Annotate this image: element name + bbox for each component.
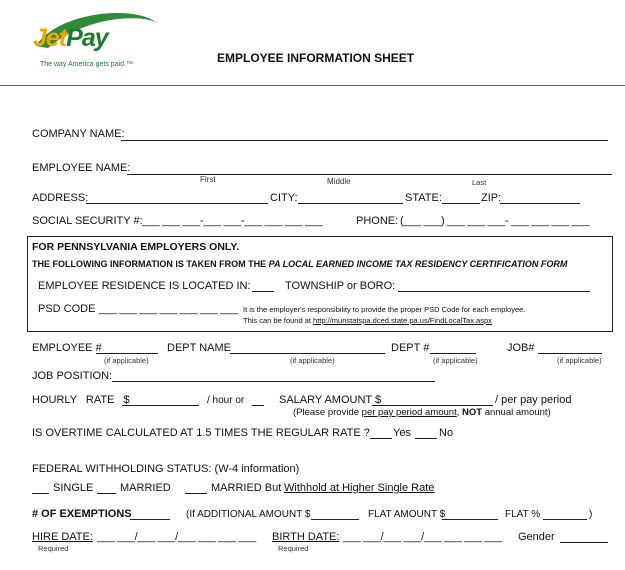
dept-number-field[interactable] [430, 353, 476, 354]
page-title: EMPLOYEE INFORMATION SHEET [217, 51, 415, 65]
exemptions-field[interactable] [130, 519, 170, 520]
ssn-field[interactable]: ___ ___ ___-___ ___-___ ___ ___ ___ [142, 215, 323, 227]
birth-date-required: Required [278, 544, 309, 553]
salary-note-underlined: per pay period amount [361, 407, 457, 418]
withhold-higher-label: Withhold at Higher Single Rate [284, 482, 435, 494]
married-higher-check[interactable] [185, 493, 207, 494]
single-check[interactable] [32, 493, 49, 494]
pa-info-line [32, 259, 567, 269]
header-rule [0, 85, 625, 86]
married-check[interactable] [97, 493, 116, 494]
first-name-caption: First [200, 175, 216, 184]
salary-note-mid: , [456, 407, 462, 418]
psd-link-prefix: This can be found at [243, 316, 314, 325]
state-field[interactable] [442, 203, 480, 204]
pa-info-form-name: PA LOCAL EARNED INCOME TAX RESIDENCY CERTIFICATION FORM [268, 259, 568, 269]
overtime-question: IS OVERTIME CALCULATED AT 1.5 TIMES THE REGULAR RATE ? [32, 427, 370, 439]
overtime-no-field[interactable] [415, 438, 437, 439]
last-name-caption: Last [472, 178, 487, 187]
zip-label: ZIP: [481, 192, 502, 204]
withholding-label: FEDERAL WITHHOLDING STATUS: (W-4 information) [32, 463, 300, 475]
married-label: MARRIED [120, 482, 171, 494]
salary-note-prefix: (Please provide [293, 407, 362, 418]
job-number-note: (if applicable) [557, 356, 602, 365]
address-field[interactable] [86, 203, 268, 204]
dept-name-field[interactable] [230, 353, 385, 354]
dept-name-label: DEPT NAME [167, 342, 231, 354]
hourly-rate-field[interactable] [122, 405, 199, 406]
hire-date-label: HIRE DATE: [32, 531, 93, 543]
state-label: STATE: [405, 192, 442, 204]
phone-label: PHONE: [356, 215, 399, 227]
hire-date-field[interactable]: ___ ___/___ ___/___ ___ ___ ___ [97, 531, 256, 543]
exemptions-label: # OF EXEMPTIONS [32, 508, 132, 520]
salary-amount-field[interactable] [372, 405, 493, 406]
city-field[interactable] [298, 203, 403, 204]
hourly-or-check[interactable] [252, 405, 264, 406]
additional-amount-label: (If ADDITIONAL AMOUNT $ [186, 509, 311, 520]
psd-link[interactable]: http://munstatspa.dced.state.pa.us/FindLocalTax.aspx [313, 316, 492, 325]
flat-percent-label: FLAT % [505, 509, 541, 520]
residence-field[interactable] [252, 291, 274, 292]
psd-code-label: PSD CODE [38, 303, 96, 315]
zip-field[interactable] [500, 203, 580, 204]
job-number-label: JOB# [507, 342, 535, 354]
overtime-yes-field[interactable] [370, 438, 392, 439]
exemptions-close: ) [589, 509, 593, 520]
salary-note [293, 407, 551, 418]
salary-amount-label: SALARY AMOUNT $ [279, 394, 382, 406]
gender-field[interactable] [560, 542, 608, 543]
logo-jet: Jet [33, 24, 67, 52]
overtime-no-label: No [439, 427, 454, 439]
dept-name-note: (if applicable) [290, 356, 335, 365]
ssn-label: SOCIAL SECURITY #: [32, 215, 143, 227]
salary-note-bold: NOT [462, 407, 483, 418]
logo-tagline: The way America gets paid.™ [40, 61, 133, 68]
dept-number-note: (if applicable) [433, 356, 478, 365]
married-but-label: MARRIED But [211, 482, 282, 494]
psd-link-line [243, 316, 492, 325]
city-label: CITY: [270, 192, 298, 204]
flat-percent-field[interactable] [543, 519, 587, 520]
overtime-yes-label: Yes [393, 427, 411, 439]
salary-per: / per pay period [495, 394, 572, 406]
flat-amount-field[interactable] [442, 519, 498, 520]
logo-pay: Pay [66, 24, 108, 52]
employee-name-label: EMPLOYEE NAME: [32, 162, 131, 174]
employee-number-label: EMPLOYEE # [32, 342, 102, 354]
psd-note: It is the employer's responsibility to provide the proper PSD Code for each employee. [243, 305, 526, 314]
employee-number-note: (if applicable) [104, 356, 149, 365]
hire-date-required: Required [38, 544, 69, 553]
salary-note-suffix: annual amount) [482, 407, 551, 418]
hourly-rate-label: HOURLY RATE $ [32, 394, 130, 406]
residence-label: EMPLOYEE RESIDENCE IS LOCATED IN: [38, 280, 251, 292]
company-name-field[interactable] [121, 140, 608, 141]
additional-amount-field[interactable] [311, 519, 359, 520]
dept-number-label: DEPT # [391, 342, 430, 354]
job-position-field[interactable] [112, 381, 435, 382]
middle-name-caption: Middle [327, 177, 351, 186]
hourly-per: / hour or [207, 395, 245, 406]
job-number-field[interactable] [538, 353, 602, 354]
pa-info-prefix: THE FOLLOWING INFORMATION IS TAKEN FROM THE [32, 259, 269, 269]
pa-heading: FOR PENNSYLVANIA EMPLOYERS ONLY. [32, 241, 240, 253]
township-field[interactable] [398, 291, 590, 292]
address-label: ADDRESS: [32, 192, 89, 204]
flat-amount-label: FLAT AMOUNT $ [368, 509, 446, 520]
birth-date-field[interactable]: ___ ___/___ ___/___ ___ ___ ___ [343, 531, 502, 543]
company-name-label: COMPANY NAME: [32, 128, 125, 140]
single-label: SINGLE [53, 482, 94, 494]
township-label: TOWNSHIP or BORO: [285, 280, 396, 292]
psd-code-field[interactable]: ___ ___ ___ ___ ___ ___ ___ [99, 303, 238, 315]
employee-number-field[interactable] [96, 353, 158, 354]
phone-field[interactable]: (___ ___) ___ ___ ___- ___ ___ ___ ___ [400, 215, 590, 227]
job-position-label: JOB POSITION: [32, 370, 113, 382]
gender-label: Gender [518, 531, 555, 543]
birth-date-label: BIRTH DATE: [272, 531, 340, 543]
